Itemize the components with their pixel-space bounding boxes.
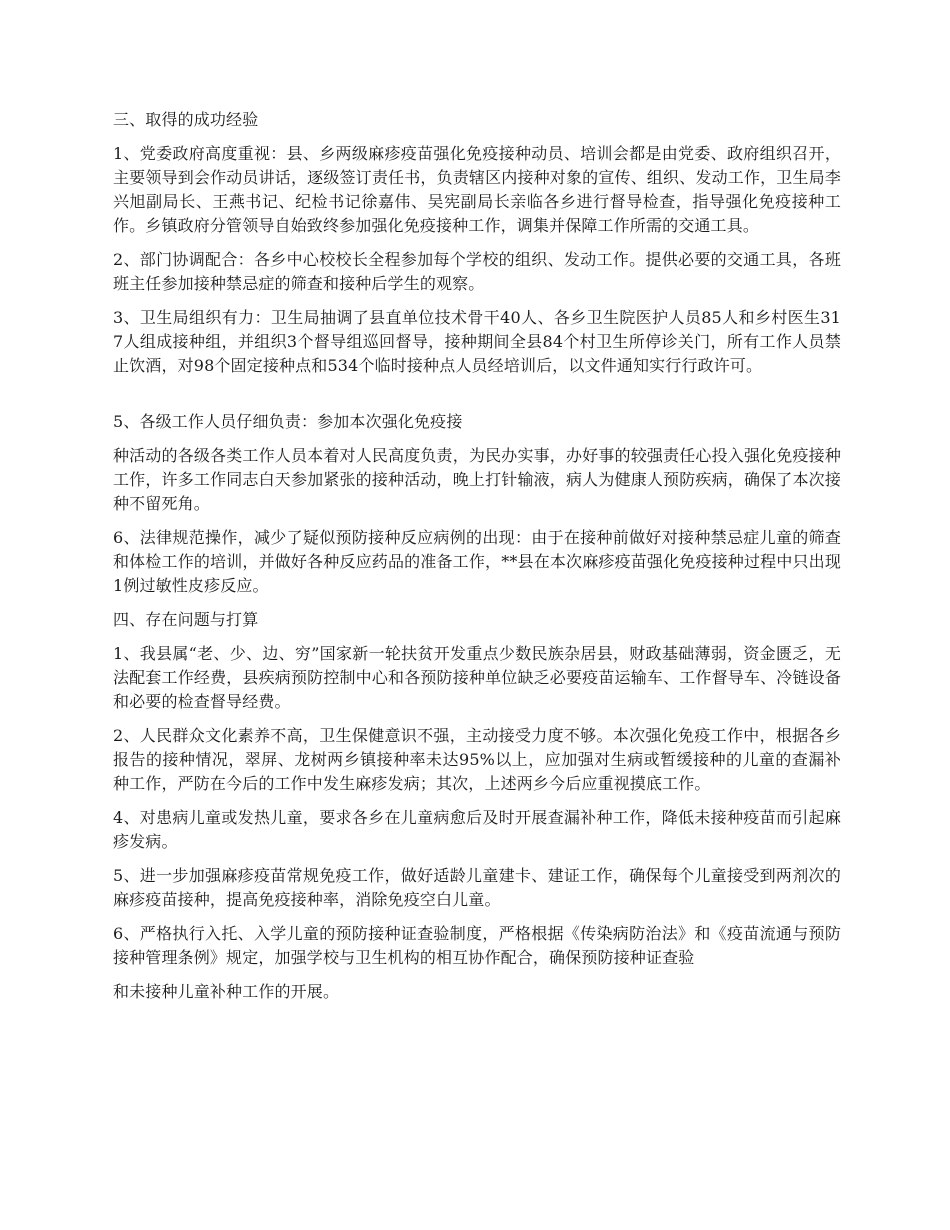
- paragraph-awareness-problem: 2、人民群众文化素养不高，卫生保健意识不强，主动接受力度不够。本次强化免疫工作中，根据各乡报告的接种情况，翠屏、龙树两乡镇接种率未达95%以上，应加强对生病或暂缓接种的儿童的查漏补种工作，严防在今后的工作中发生麻疹发病；其次，上述两乡今后应重视摸底工作。: [113, 726, 841, 793]
- paragraph-department-coordination: 2、部门协调配合：各乡中心校校长全程参加每个学校的组织、发动工作。提供必要的交通工具，各班班主任参加接种禁忌症的筛查和接种后学生的观察。: [113, 250, 841, 293]
- paragraph-certificate-check: 6、严格执行入托、入学儿童的预防接种证查验制度，严格根据《传染病防治法》和《疫苗流通与预防接种管理条例》规定，加强学校与卫生机构的相互协作配合，确保预防接种证查验: [113, 924, 841, 967]
- paragraph-routine-immunization: 5、进一步加强麻疹疫苗常规免疫工作，做好适龄儿童建卡、建证工作，确保每个儿童接受到两剂次的麻疹疫苗接种，提高免疫接种率，消除免疫空白儿童。: [113, 866, 841, 909]
- paragraph-staff-responsibility-start: 5、各级工作人员仔细负责：参加本次强化免疫接: [113, 412, 463, 431]
- paragraph-sick-children: 4、对患病儿童或发热儿童，要求各乡在儿童病愈后及时开展查漏补种工作，降低未接种疫苗而引起麻疹发病。: [113, 808, 841, 851]
- paragraph-health-bureau: 3、卫生局组织有力：卫生局抽调了县直单位技术骨干40人、各乡卫生院医护人员85人和乡村医生317人组成接种组，并组织3个督导组巡回督导，接种期间全县84个村卫生所停诊关门，所有工作人员禁止饮酒，对98个固定接种点和534个临时接种点人员经培训后，以文件通知实行行政许可。: [113, 308, 841, 375]
- paragraph-staff-responsibility-continued: 种活动的各级各类工作人员本着对人民高度负责，为民办实事，办好事的较强责任心投入强化免疫接种工作，许多工作同志白天参加紧张的接种活动，晚上打针输液，病人为健康人预防疾病，确保了本次接种不留死角。: [113, 446, 841, 513]
- paragraph-catch-up-vaccination: 和未接种儿童补种工作的开展。: [113, 982, 340, 1001]
- paragraph-funding-problem: 1、我县属“老、少、边、穷”国家新一轮扶贫开发重点少数民族杂居县，财政基础薄弱，资金匮乏，无法配套工作经费，县疾病预防控制中心和各预防接种单位缺乏必要疫苗运输车、工作督导车、冷链设备和必要的检查督导经费。: [113, 644, 841, 711]
- paragraph-gap: [113, 388, 841, 410]
- section-heading-problems: 四、存在问题与打算: [113, 610, 259, 629]
- section-heading-experience: 三、取得的成功经验: [113, 110, 259, 129]
- document-body: [113, 108, 841, 1014]
- paragraph-party-government: 1、党委政府高度重视：县、乡两级麻疹疫苗强化免疫接种动员、培训会都是由党委、政府组织召开，主要领导到会作动员讲话，逐级签订责任书，负责辖区内接种对象的宣传、组织、发动工作，卫生局李兴旭副局长、王燕书记、纪检书记徐嘉伟、吴宪副局长亲临各乡进行督导检查，指导强化免疫接种工作。乡镇政府分管领导自始致终参加强化免疫接种工作，调集并保障工作所需的交通工具。: [113, 144, 841, 235]
- paragraph-legal-operation: 6、法律规范操作，减少了疑似预防接种反应病例的出现：由于在接种前做好对接种禁忌症儿童的筛查和体检工作的培训，并做好各种反应药品的准备工作，**县在本次麻疹疫苗强化免疫接种过程中只出现1例过敏性皮疹反应。: [113, 528, 841, 595]
